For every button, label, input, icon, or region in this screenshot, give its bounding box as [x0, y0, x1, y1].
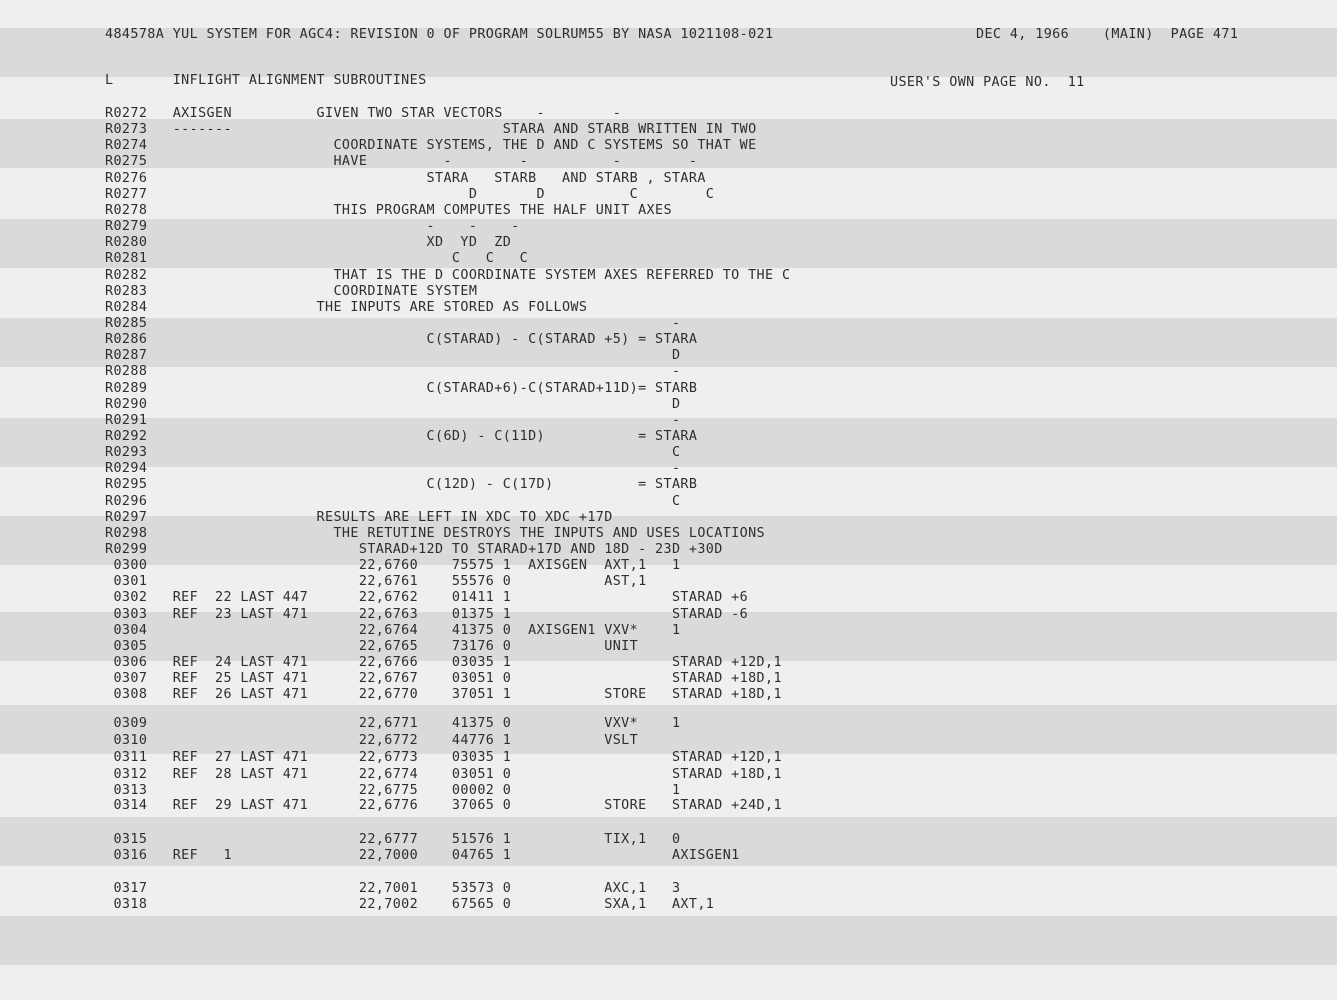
listing-line: 0316 REF 1 22,7000 04765 1 AXISGEN1: [105, 848, 740, 863]
listing-line: R0296 C: [105, 494, 681, 509]
listing-line: R0289 C(STARAD+6)-C(STARAD+11D)= STARB: [105, 381, 698, 396]
listing-line: R0297 RESULTS ARE LEFT IN XDC TO XDC +17D: [105, 510, 613, 525]
listing-line: R0282 THAT IS THE D COORDINATE SYSTEM AXES REFERRED TO THE C: [105, 268, 791, 283]
listing-line: R0273 ------- STARA AND STARB WRITTEN IN TWO: [105, 122, 757, 137]
listing-line: 0303 REF 23 LAST 471 22,6763 01375 1 STARAD -6: [105, 607, 749, 622]
listing-line: R0285 -: [105, 316, 681, 331]
listing-line: R0275 HAVE - - - -: [105, 154, 698, 169]
listing-line: R0277 D D C C: [105, 187, 715, 202]
listing-line: 0302 REF 22 LAST 447 22,6762 01411 1 STARAD +6: [105, 590, 749, 605]
listing-line: 0311 REF 27 LAST 471 22,6773 03035 1 STARAD +12D,1: [105, 750, 782, 765]
listing-line: R0299 STARAD+12D TO STARAD+17D AND 18D - 23D +30D: [105, 542, 723, 557]
listing-line: R0298 THE RETUTINE DESTROYS THE INPUTS AND USES LOCATIONS: [105, 526, 766, 541]
listing-line: 0313 22,6775 00002 0 1: [105, 783, 681, 798]
listing-line: R0287 D: [105, 348, 681, 363]
listing-line: R0276 STARA STARB AND STARB , STARA: [105, 171, 706, 186]
listing-line: R0290 D: [105, 397, 681, 412]
listing-line: R0294 -: [105, 461, 681, 476]
listing-line: R0293 C: [105, 445, 681, 460]
listing-line: R0288 -: [105, 364, 681, 379]
user-page-number: USER'S OWN PAGE NO. 11: [890, 75, 1085, 90]
listing-line: R0283 COORDINATE SYSTEM: [105, 284, 478, 299]
listing-line: 0315 22,6777 51576 1 TIX,1 0: [105, 832, 681, 847]
listing-line: 0306 REF 24 LAST 471 22,6766 03035 1 STARAD +12D,1: [105, 655, 782, 670]
listing-line: R0292 C(6D) - C(11D) = STARA: [105, 429, 698, 444]
listing-line: R0286 C(STARAD) - C(STARAD +5) = STARA: [105, 332, 698, 347]
listing-line: 0312 REF 28 LAST 471 22,6774 03051 0 STARAD +18D,1: [105, 767, 782, 782]
listing-line: 0318 22,7002 67565 0 SXA,1 AXT,1: [105, 897, 715, 912]
listing-line: 0309 22,6771 41375 0 VXV* 1: [105, 716, 681, 731]
listing-line: 0314 REF 29 LAST 471 22,6776 37065 0 STORE STARAD +24D,1: [105, 798, 782, 813]
listing-line: 0317 22,7001 53573 0 AXC,1 3: [105, 881, 681, 896]
listing-line: 0304 22,6764 41375 0 AXISGEN1 VXV* 1: [105, 623, 681, 638]
listing-line: 0307 REF 25 LAST 471 22,6767 03051 0 STARAD +18D,1: [105, 671, 782, 686]
listing-line: 0310 22,6772 44776 1 VSLT: [105, 733, 639, 748]
listing-line: 0301 22,6761 55576 0 AST,1: [105, 574, 647, 589]
page-header-left: 484578A YUL SYSTEM FOR AGC4: REVISION 0 OF PROGRAM SOLRUM55 BY NASA 1021108-021: [105, 27, 774, 42]
listing-line: R0274 COORDINATE SYSTEMS, THE D AND C SYSTEMS SO THAT WE: [105, 138, 757, 153]
page-header-right: DEC 4, 1966 (MAIN) PAGE 471: [976, 27, 1239, 42]
listing-line: R0278 THIS PROGRAM COMPUTES THE HALF UNIT AXES: [105, 203, 672, 218]
listing-line: R0284 THE INPUTS ARE STORED AS FOLLOWS: [105, 300, 588, 315]
listing-line: 0308 REF 26 LAST 471 22,6770 37051 1 STORE STARAD +18D,1: [105, 687, 782, 702]
listing-line: R0281 C C C: [105, 251, 529, 266]
section-title: L INFLIGHT ALIGNMENT SUBROUTINES: [105, 73, 427, 88]
listing-line: R0291 -: [105, 413, 681, 428]
listing-line: 0305 22,6765 73176 0 UNIT: [105, 639, 639, 654]
listing-line: 0300 22,6760 75575 1 AXISGEN AXT,1 1: [105, 558, 681, 573]
listing-line: R0280 XD YD ZD: [105, 235, 512, 250]
listing-line: R0272 AXISGEN GIVEN TWO STAR VECTORS - -: [105, 106, 622, 121]
listing-line: R0295 C(12D) - C(17D) = STARB: [105, 477, 698, 492]
listing-line: R0279 - - -: [105, 219, 520, 234]
